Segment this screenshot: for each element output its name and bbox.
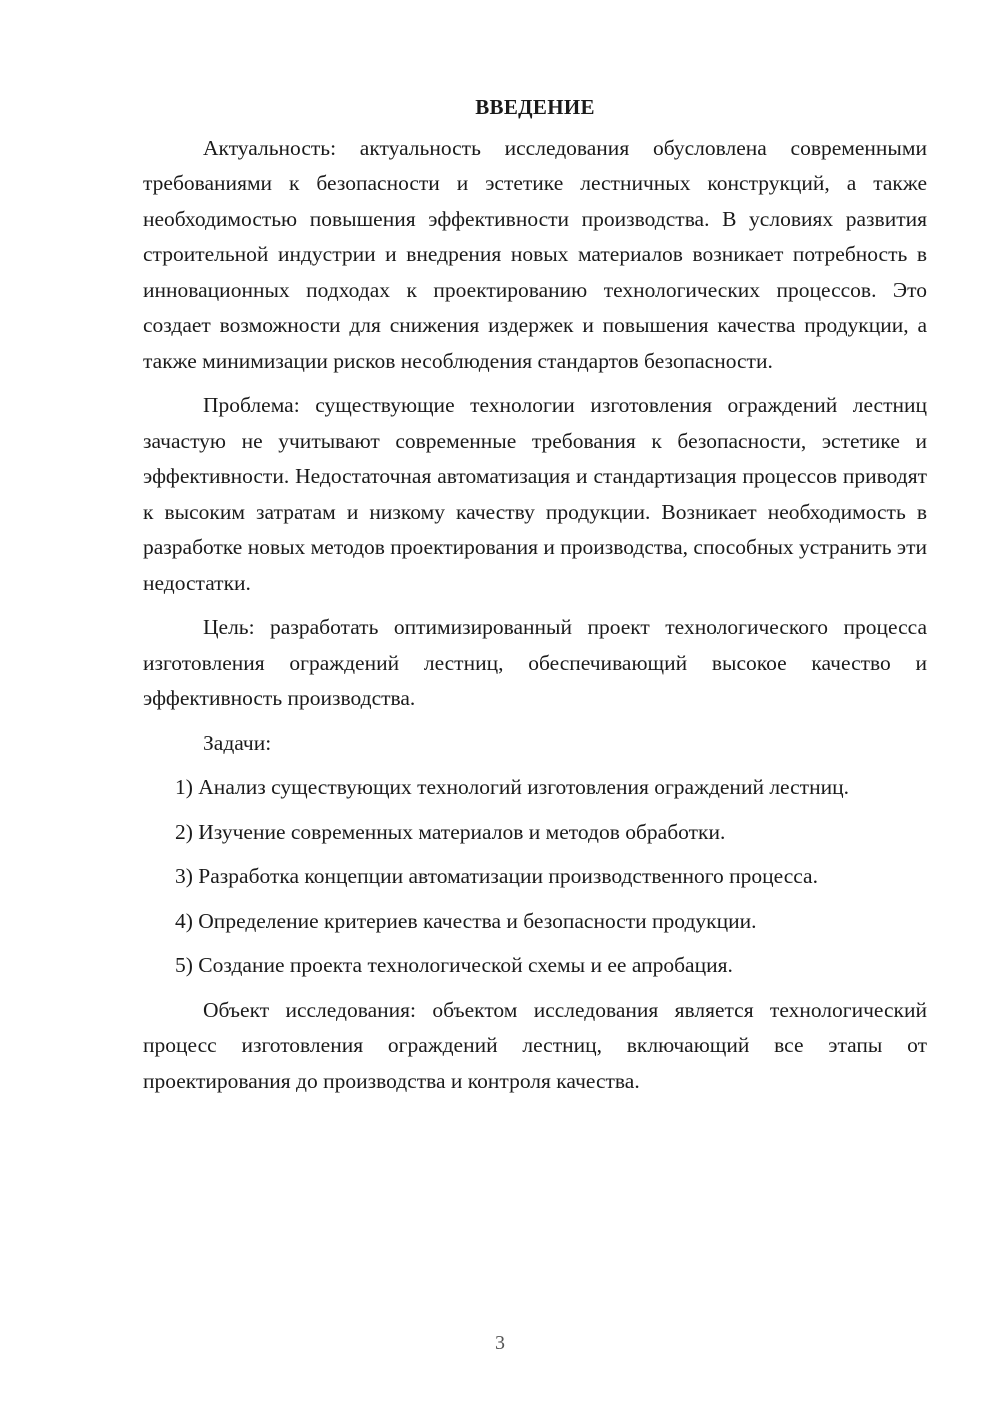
problem-paragraph: Проблема: существующие технологии изготовления ограждений лестниц зачастую не учитывают современные требования к безопасности, эстетике и эффективности. Недостаточная автоматизация и стандартизация процессов приводят к высоким затратам и низкому качеству продукции. Возникает необходимость в разработке новых методов проектирования и производства, способных устранить эти недостатки. xyxy=(143,393,928,595)
goal-paragraph: Цель: разработать оптимизированный проект технологического процесса изготовления ограждений лестниц, обеспечивающий высокое качество и эффективность производства. xyxy=(143,615,927,710)
page-number: 3 xyxy=(495,1332,505,1354)
list-item: 2) Изучение современных материалов и методов обработки. xyxy=(175,819,726,844)
tasks-heading: Задачи: xyxy=(203,730,272,755)
list-item: 4) Определение критериев качества и безопасности продукции. xyxy=(175,908,757,933)
list-item: 5) Создание проекта технологической схемы и ее апробация. xyxy=(175,953,733,977)
page-title: ВВЕДЕНИЕ xyxy=(475,95,595,119)
task-list xyxy=(143,770,927,984)
list-item: 1) Анализ существующих технологий изготовления ограждений лестниц. xyxy=(175,775,849,799)
document-page xyxy=(143,90,927,1108)
list-item: 3) Разработка концепции автоматизации производственного процесса. xyxy=(175,864,818,888)
object-paragraph: Объект исследования: объектом исследования является технологический процесс изготовления ограждений лестниц, включающий все этапы от проектирования до производства и контроля качества. xyxy=(143,997,927,1093)
relevance-paragraph: Актуальность: актуальность исследования обусловлена современными требованиями к безопасности и эстетике лестничных конструкций, а также необходимостью повышения эффективности производства. В условиях развития строительной индустрии и внедрения новых материалов возникает потребность в инновационных подходах к проектированию технологических процессов. Это создает возможности для снижения издержек и повышения качества продукции, а также минимизации рисков несоблюдения стандартов безопасности. xyxy=(143,135,927,373)
